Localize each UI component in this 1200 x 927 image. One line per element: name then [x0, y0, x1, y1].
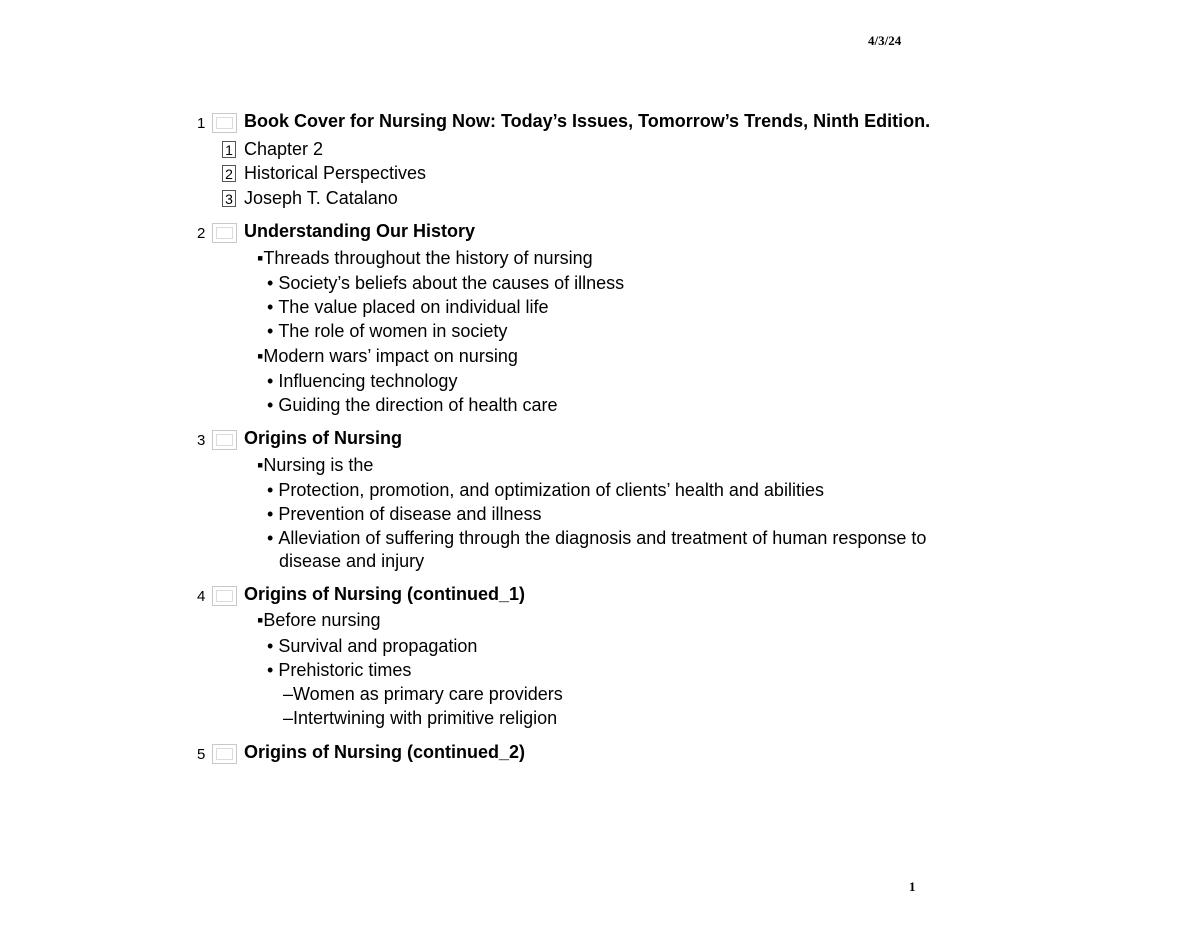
page-number: 1 [909, 879, 916, 894]
slide-thumbnail [212, 113, 237, 133]
bullet-level2: • Influencing technology [267, 371, 458, 391]
bullet-level3: –Women as primary care providers [283, 684, 563, 704]
slide-thumbnail [212, 586, 237, 606]
bullet-level1: ▪Nursing is the [257, 455, 374, 475]
slide-number: 1 [197, 115, 206, 132]
note-number-box: 3 [222, 190, 236, 207]
slide-number: 2 [197, 225, 206, 242]
slide-thumbnail [212, 430, 237, 450]
note-text: Chapter 2 [244, 139, 324, 159]
slide-number: 5 [197, 746, 206, 763]
slide-title: Origins of Nursing (continued_2) [244, 742, 526, 762]
bullet-level2: • Alleviation of suffering through the diagnosis and treatment of human response to [267, 528, 927, 548]
slide-title: Origins of Nursing (continued_1) [244, 584, 526, 604]
bullet-level2: • Protection, promotion, and optimization of clients’ health and abilities [267, 480, 824, 500]
bullet-level1: ▪Threads throughout the history of nursing [257, 248, 593, 268]
bullet-level1: ▪Modern wars’ impact on nursing [257, 346, 518, 366]
slide-title: Understanding Our History [244, 221, 476, 241]
note-text: Historical Perspectives [244, 163, 427, 183]
print-date: 4/3/24 [868, 33, 902, 48]
note-text: Joseph T. Catalano [244, 188, 398, 208]
bullet-level2: • The role of women in society [267, 321, 508, 341]
slide-number: 3 [197, 432, 206, 449]
bullet-continuation: disease and injury [279, 551, 425, 571]
bullet-level1: ▪Before nursing [257, 610, 381, 630]
bullet-level2: • Society’s beliefs about the causes of illness [267, 273, 625, 293]
bullet-level2: • Survival and propagation [267, 636, 478, 656]
bullet-level2: • The value placed on individual life [267, 297, 549, 317]
bullet-level2: • Prevention of disease and illness [267, 504, 542, 524]
bullet-level3: –Intertwining with primitive religion [283, 708, 558, 728]
slide-number: 4 [197, 588, 206, 605]
slide-title: Book Cover for Nursing Now: Today’s Issues, Tomorrow’s Trends, Ninth Edition. [244, 111, 931, 131]
bullet-level2: • Prehistoric times [267, 660, 412, 680]
bullet-level2: • Guiding the direction of health care [267, 395, 558, 415]
slide-thumbnail [212, 744, 237, 764]
note-number-box: 1 [222, 141, 236, 158]
note-number-box: 2 [222, 165, 236, 182]
slide-thumbnail [212, 223, 237, 243]
slide-title: Origins of Nursing [244, 428, 403, 448]
